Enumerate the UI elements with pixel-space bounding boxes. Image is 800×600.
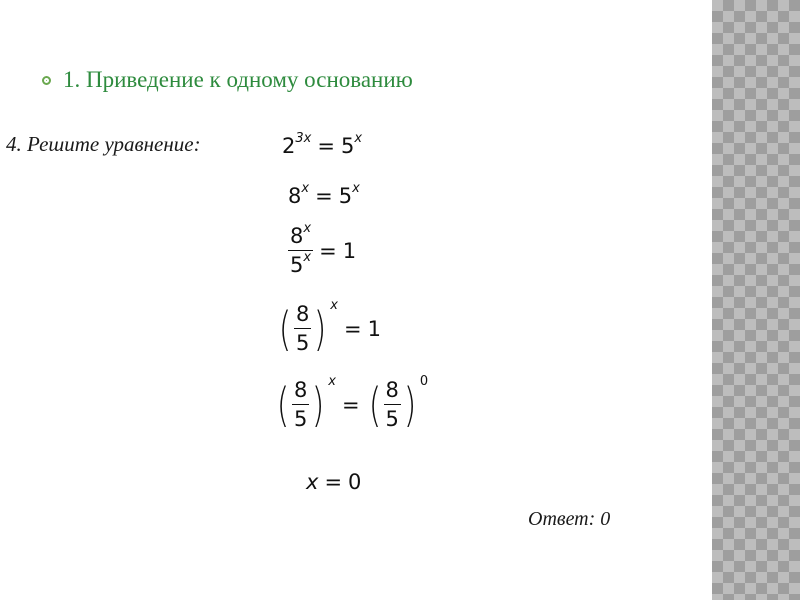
denominator: 5 xyxy=(385,407,399,431)
exponent: x xyxy=(354,131,363,146)
equation-step-4 xyxy=(276,298,381,356)
right-paren: ) xyxy=(314,301,327,356)
numerator: 8 xyxy=(384,378,401,405)
bullet-text: 1. Приведение к одному основанию xyxy=(63,67,413,92)
answer-text: Ответ: 0 xyxy=(528,508,611,530)
parenthesized-fraction-right xyxy=(366,374,429,432)
equals-sign: = xyxy=(341,392,360,417)
fraction xyxy=(292,378,309,431)
parenthesized-fraction xyxy=(276,298,338,356)
rhs-value: 1 xyxy=(367,316,381,341)
base: 8 xyxy=(290,224,304,248)
equation-step-5 xyxy=(274,374,429,432)
numerator: 8 xyxy=(292,378,309,405)
denominator: 5 xyxy=(295,331,310,355)
equation-step-1 xyxy=(282,131,363,158)
exponent: x xyxy=(352,181,360,196)
equals-sign: = xyxy=(324,470,343,494)
equals-sign: = xyxy=(343,316,362,341)
rhs-value: 1 xyxy=(342,238,357,263)
bullet-heading xyxy=(42,64,413,96)
numerator xyxy=(288,221,313,251)
equation-step-6 xyxy=(306,470,361,494)
right-paren: ) xyxy=(312,377,325,432)
exponent: 0 xyxy=(419,374,429,389)
exponent: x xyxy=(330,298,338,313)
base: 5 xyxy=(340,134,355,158)
decorative-side-strip xyxy=(712,0,800,600)
base: 5 xyxy=(290,253,304,277)
equals-sign: = xyxy=(317,134,335,158)
equation-step-2 xyxy=(288,181,360,208)
exponent: x xyxy=(303,221,312,236)
equation-step-3 xyxy=(288,221,357,277)
right-paren: ) xyxy=(403,377,417,432)
base: 2 xyxy=(282,134,296,158)
left-paren: ( xyxy=(368,377,381,432)
fraction xyxy=(288,221,313,277)
numerator: 8 xyxy=(294,302,311,329)
task-label: 4. Решите уравнение: xyxy=(6,132,201,156)
exponent: 3x xyxy=(295,131,312,146)
variable: x xyxy=(306,470,319,494)
exponent: x xyxy=(328,374,336,389)
fraction xyxy=(384,378,401,431)
equals-sign: = xyxy=(319,238,337,263)
equals-sign: = xyxy=(315,184,333,208)
parenthesized-fraction-left xyxy=(274,374,336,432)
base: 5 xyxy=(338,184,353,208)
left-paren: ( xyxy=(278,301,292,356)
exponent: x xyxy=(301,181,310,196)
denominator xyxy=(288,251,313,277)
rhs-value: 0 xyxy=(348,470,362,494)
base: 8 xyxy=(288,184,302,208)
denominator: 5 xyxy=(293,407,308,431)
exponent: x xyxy=(303,250,312,265)
ring-bullet-icon xyxy=(42,76,51,85)
left-paren: ( xyxy=(276,377,290,432)
fraction xyxy=(294,302,311,355)
